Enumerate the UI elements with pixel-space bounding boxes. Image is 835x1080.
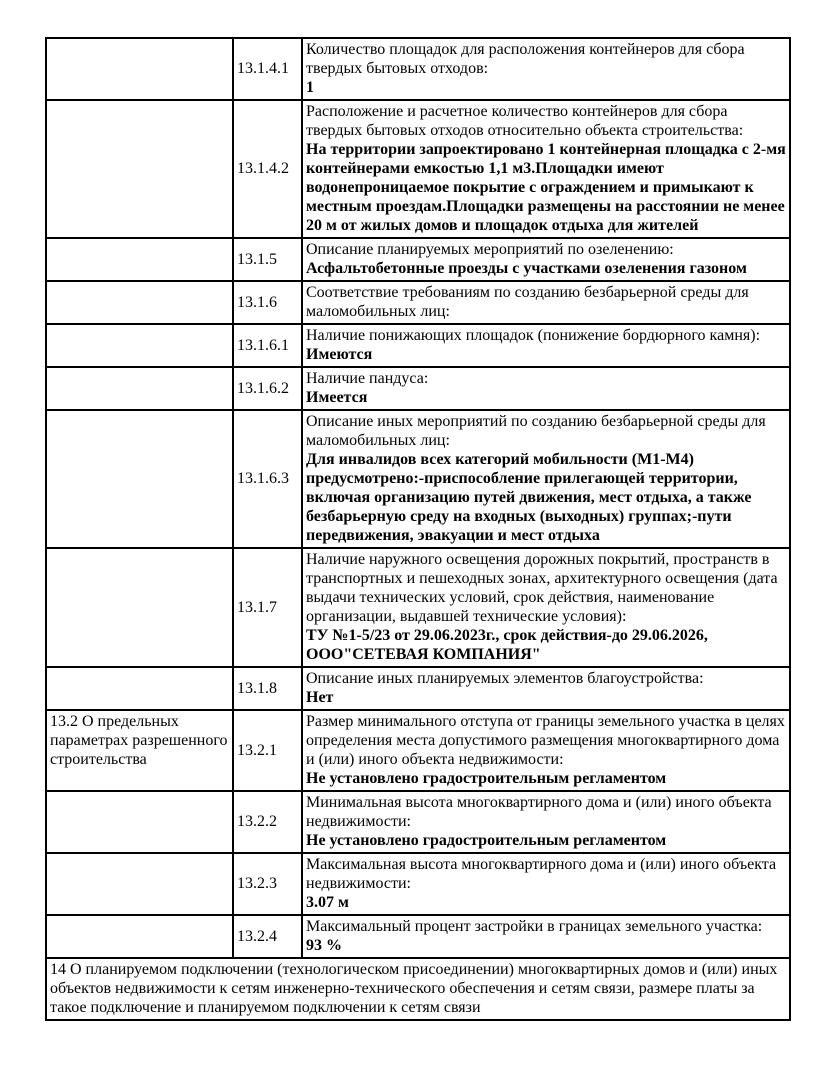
item-number-cell <box>233 38 302 100</box>
item-number-cell <box>233 710 302 791</box>
field-value: Для инвалидов всех категорий мобильности (М1-М4) предусмотрено:-приспособление прилегающей территории, включая организацию путей движения, мест отдыха, а также безбарьерную среду на входных (выходных) группах;-пути передвижения, эвакуации и мест отдыха <box>306 451 752 544</box>
field-value: Не установлено градостроительным регламентом <box>306 832 667 849</box>
item-number: 13.1.5 <box>237 250 277 268</box>
table-row <box>46 791 790 853</box>
content-cell <box>302 38 790 100</box>
item-number: 13.1.4.2 <box>237 160 289 177</box>
section-cell <box>46 548 233 667</box>
section-14-heading: 14 О планируемом подключении (технологическом присоединении) многоквартирных домов и (или) иных объектов недвижимости к сетям инженерно-технического обеспечения и сетям связи, размере платы за такое подключение и планируемом подключении к сетям связи <box>50 961 778 1016</box>
section-cell <box>46 410 233 548</box>
table-row <box>46 853 790 915</box>
field-label: Наличие понижающих площадок (понижение бордюрного камня): <box>306 327 761 344</box>
item-number: 13.1.6.1 <box>237 336 289 354</box>
table-row <box>46 324 790 367</box>
table-row <box>46 281 790 324</box>
field-label: Размер минимального отступа от границы земельного участка в целях определения места допустимого размещения многоквартирного дома и (или) иного объекта недвижимости: <box>306 713 785 768</box>
table-row <box>46 38 790 100</box>
content-cell <box>302 238 790 281</box>
field-label: Максимальный процент застройки в границах земельного участка: <box>306 918 763 935</box>
item-number-cell <box>233 791 302 853</box>
section-cell <box>46 38 233 100</box>
section-cell <box>46 238 233 281</box>
content-cell <box>302 548 790 667</box>
project-declaration-table <box>45 37 791 1021</box>
field-label: Количество площадок для расположения контейнеров для сбора твердых бытовых отходов: <box>306 41 745 77</box>
section-label: 13.2 О предельных параметрах разрешенного строительства <box>50 713 228 768</box>
item-number: 13.1.6 <box>237 293 277 311</box>
content-cell <box>302 915 790 958</box>
item-number-cell <box>233 667 302 710</box>
table-row <box>46 410 790 548</box>
content-cell <box>302 853 790 915</box>
table-row <box>46 367 790 410</box>
section-cell <box>46 915 233 958</box>
field-label: Минимальная высота многоквартирного дома и (или) иного объекта недвижимости: <box>306 794 772 830</box>
table-row <box>46 100 790 238</box>
section-cell <box>46 281 233 324</box>
item-number: 13.2.2 <box>237 813 277 830</box>
section-cell <box>46 853 233 915</box>
field-value: На территории запроектировано 1 контейнерная площадка с 2-мя контейнерами емкостью 1,1 м3.Площадки имеют водонепроницаемое покрытие с ограждением и примыкают к местным проездам.Площадки размещены на расстоянии не менее 20 м от жилых домов и площадок отдыха для жителей <box>306 141 786 234</box>
field-value: Имеются <box>306 346 373 363</box>
item-number: 13.1.7 <box>237 598 277 616</box>
field-value: ТУ №1-5/23 от 29.06.2023г., срок действия-до 29.06.2026, ООО"СЕТЕВАЯ КОМПАНИЯ" <box>306 627 708 663</box>
item-number-cell <box>233 410 302 548</box>
field-value: Не установлено градостроительным регламентом <box>306 770 667 787</box>
table-row-section-14 <box>46 958 790 1020</box>
content-cell <box>302 367 790 410</box>
item-number-cell <box>233 548 302 667</box>
table-row <box>46 238 790 281</box>
section-cell <box>46 100 233 238</box>
item-number: 13.1.4.1 <box>237 60 289 77</box>
content-cell <box>302 324 790 367</box>
content-cell <box>302 710 790 791</box>
item-number-cell <box>233 367 302 410</box>
field-label: Наличие пандуса: <box>306 370 429 387</box>
item-number: 13.1.8 <box>237 679 277 697</box>
field-label: Описание иных мероприятий по созданию безбарьерной среды для маломобильных лиц: <box>306 413 766 449</box>
section-cell <box>46 667 233 710</box>
table-row <box>46 915 790 958</box>
field-label: Описание иных планируемых элементов благоустройства: <box>306 670 704 687</box>
section-cell <box>46 324 233 367</box>
section-cell <box>46 367 233 410</box>
item-number-cell <box>233 238 302 281</box>
field-label: Описание планируемых мероприятий по озеленению: <box>306 241 674 258</box>
field-value: Нет <box>306 689 334 706</box>
field-value: Имеется <box>306 389 368 406</box>
table-row <box>46 667 790 710</box>
field-label: Максимальная высота многоквартирного дома и (или) иного объекта недвижимости: <box>306 856 777 892</box>
item-number: 13.1.6.3 <box>237 470 289 487</box>
content-cell <box>302 100 790 238</box>
content-cell <box>302 410 790 548</box>
section-14-heading-cell <box>46 958 790 1020</box>
field-value: 3.07 м <box>306 894 349 911</box>
field-label: Наличие наружного освещения дорожных покрытий, пространств в транспортных и пешеходных зонах, архитектурного освещения (дата выдачи технических условий, срок действия, наименование организации, выдавшей технические условия): <box>306 551 778 625</box>
item-number-cell <box>233 324 302 367</box>
item-number-cell <box>233 853 302 915</box>
content-cell <box>302 281 790 324</box>
item-number-cell <box>233 281 302 324</box>
field-value: Асфальтобетонные проезды с участками озеленения газоном <box>306 260 747 277</box>
table-row <box>46 548 790 667</box>
item-number: 13.2.1 <box>237 741 277 759</box>
content-cell <box>302 791 790 853</box>
field-label: Соответствие требованиям по созданию безбарьерной среды для маломобильных лиц: <box>306 284 749 320</box>
section-cell <box>46 710 233 791</box>
field-label: Расположение и расчетное количество контейнеров для сбора твердых бытовых отходов относительно объекта строительства: <box>306 103 744 139</box>
section-cell <box>46 791 233 853</box>
content-cell <box>302 667 790 710</box>
field-value: 1 <box>306 79 314 96</box>
item-number-cell <box>233 915 302 958</box>
item-number: 13.1.6.2 <box>237 379 289 397</box>
field-value: 93 % <box>306 937 342 954</box>
item-number-cell <box>233 100 302 238</box>
table-row <box>46 710 790 791</box>
item-number: 13.2.3 <box>237 875 277 892</box>
item-number: 13.2.4 <box>237 927 277 945</box>
